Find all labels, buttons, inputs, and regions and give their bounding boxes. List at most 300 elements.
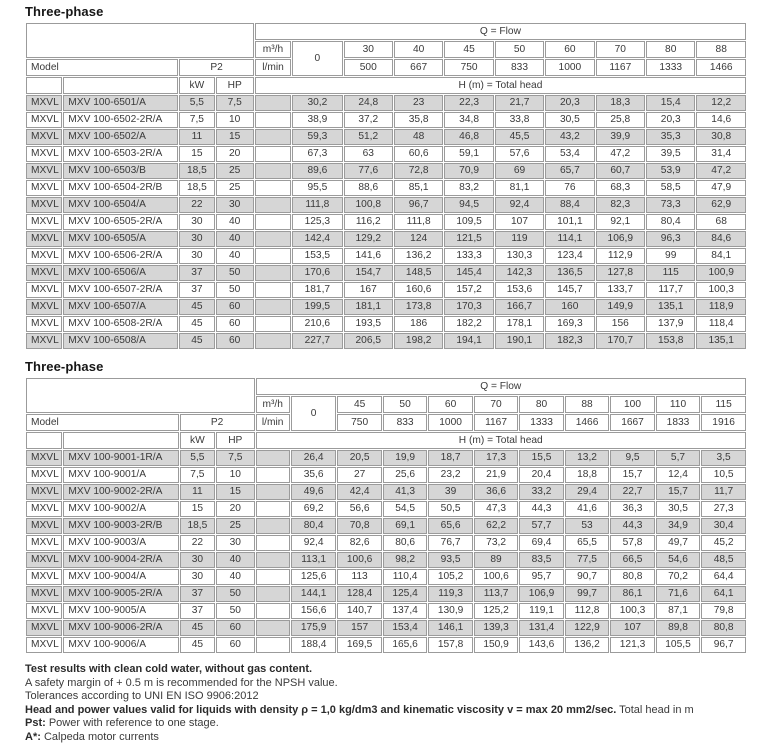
kw-cell: 7,5 — [180, 467, 215, 483]
flow-m3h-header: 88 — [696, 41, 746, 58]
brand-cell: MXVL — [26, 569, 62, 585]
head-value-cell: 135,1 — [696, 333, 746, 349]
model-cell: MXV 100-9002/A — [63, 501, 178, 517]
flow-m3h-header: 115 — [701, 396, 746, 413]
head-value-cell: 39,5 — [646, 146, 695, 162]
kw-cell: 5,5 — [180, 450, 215, 466]
table-row — [26, 333, 746, 349]
model-cell: MXV 100-6507/A — [63, 299, 178, 315]
flow-lmin-header: 1000 — [545, 59, 594, 76]
head-value-cell: 153,6 — [495, 282, 544, 298]
head-value-cell: 160,6 — [394, 282, 443, 298]
head-value-cell: 118,9 — [696, 299, 746, 315]
unit-spacer-cell — [256, 603, 290, 619]
brand-cell: MXVL — [26, 163, 62, 179]
head-value-cell: 58,5 — [646, 180, 695, 196]
head-value-cell: 31,4 — [696, 146, 746, 162]
head-value-cell: 166,7 — [495, 299, 544, 315]
model-cell: MXV 100-6504/A — [63, 197, 178, 213]
flow-lmin-header: 1333 — [646, 59, 695, 76]
head-value-cell: 125,3 — [292, 214, 342, 230]
head-value-cell: 89,8 — [656, 620, 700, 636]
head-value-cell: 3,5 — [701, 450, 746, 466]
head-value-cell: 125,2 — [474, 603, 518, 619]
head-value-cell: 157,2 — [444, 282, 493, 298]
table-row — [26, 620, 746, 636]
flow-zero-header: 0 — [291, 396, 337, 431]
head-value-cell: 80,8 — [701, 620, 746, 636]
table-row — [26, 248, 746, 264]
flow-lmin-header: 833 — [495, 59, 544, 76]
head-value-cell: 96,3 — [646, 231, 695, 247]
head-value-cell: 36,3 — [610, 501, 654, 517]
head-value-cell: 30,2 — [292, 95, 342, 111]
table-row — [26, 197, 746, 213]
head-value-cell: 181,1 — [344, 299, 393, 315]
brand-cell: MXVL — [26, 586, 62, 602]
head-value-cell: 48,5 — [701, 552, 746, 568]
flow-lmin-header: 1466 — [696, 59, 746, 76]
head-value-cell: 113,7 — [474, 586, 518, 602]
q-flow-header: Q = Flow — [255, 23, 746, 40]
head-value-cell: 35,6 — [291, 467, 337, 483]
head-value-cell: 116,2 — [344, 214, 393, 230]
kw-cell: 45 — [179, 299, 214, 315]
brand-cell: MXVL — [26, 248, 62, 264]
head-value-cell: 15,7 — [656, 484, 700, 500]
head-value-cell: 193,5 — [344, 316, 393, 332]
head-value-cell: 59,3 — [292, 129, 342, 145]
brand-cell: MXVL — [26, 299, 62, 315]
unit-spacer-cell — [256, 518, 290, 534]
model-cell: MXV 100-9003-2R/B — [63, 518, 178, 534]
hp-cell: 25 — [216, 180, 254, 196]
brand-cell: MXVL — [26, 282, 62, 298]
model-cell: MXV 100-9006-2R/A — [63, 620, 178, 636]
total-head-header: H (m) = Total head — [255, 77, 746, 94]
head-value-cell: 100,8 — [344, 197, 393, 213]
table-row — [26, 552, 746, 568]
head-value-cell: 99,7 — [565, 586, 609, 602]
head-value-cell: 10,5 — [701, 467, 746, 483]
kw-cell: 45 — [180, 620, 215, 636]
head-value-cell: 21,9 — [474, 467, 518, 483]
head-value-cell: 29,4 — [565, 484, 609, 500]
brand-cell: MXVL — [26, 112, 62, 128]
kw-cell: 45 — [179, 316, 214, 332]
unit-spacer-cell — [255, 95, 291, 111]
hp-cell: 10 — [216, 112, 254, 128]
head-value-cell: 198,2 — [394, 333, 443, 349]
head-value-cell: 47,2 — [596, 146, 645, 162]
head-value-cell: 227,7 — [292, 333, 342, 349]
head-value-cell: 42,4 — [337, 484, 381, 500]
unit-spacer-cell — [255, 316, 291, 332]
p2-header: P2 — [179, 59, 254, 76]
head-value-cell: 125,4 — [383, 586, 427, 602]
head-value-cell: 153,5 — [292, 248, 342, 264]
head-value-cell: 86,1 — [610, 586, 654, 602]
kw-cell: 11 — [179, 129, 214, 145]
header-spacer-cell — [26, 378, 255, 413]
head-value-cell: 30,8 — [696, 129, 746, 145]
head-value-cell: 119,3 — [428, 586, 472, 602]
head-value-cell: 60,6 — [394, 146, 443, 162]
head-value-cell: 18,3 — [596, 95, 645, 111]
kw-cell: 37 — [179, 265, 214, 281]
model-cell: MXV 100-9005/A — [63, 603, 178, 619]
head-value-cell: 125,6 — [291, 569, 337, 585]
head-value-cell: 109,5 — [444, 214, 493, 230]
model-header-spacer — [63, 432, 178, 449]
brand-cell: MXVL — [26, 146, 62, 162]
head-value-cell: 17,3 — [474, 450, 518, 466]
kw-cell: 30 — [179, 248, 214, 264]
model-cell: MXV 100-9001/A — [63, 467, 178, 483]
unit-spacer-cell — [255, 231, 291, 247]
head-value-cell: 101,1 — [545, 214, 594, 230]
head-value-cell: 128,4 — [337, 586, 381, 602]
head-value-cell: 46,8 — [444, 129, 493, 145]
head-value-cell: 57,8 — [610, 535, 654, 551]
head-value-cell: 106,9 — [519, 586, 563, 602]
head-value-cell: 145,4 — [444, 265, 493, 281]
head-value-cell: 68,3 — [596, 180, 645, 196]
head-value-cell: 19,9 — [383, 450, 427, 466]
performance-table — [25, 22, 747, 350]
kw-cell: 5,5 — [179, 95, 214, 111]
head-value-cell: 145,7 — [545, 282, 594, 298]
head-value-cell: 22,3 — [444, 95, 493, 111]
table-row — [26, 231, 746, 247]
head-value-cell: 121,5 — [444, 231, 493, 247]
head-value-cell: 77,6 — [344, 163, 393, 179]
table-row — [26, 146, 746, 162]
brand-cell: MXVL — [26, 467, 62, 483]
head-value-cell: 157,8 — [428, 637, 472, 653]
head-value-cell: 70,8 — [337, 518, 381, 534]
kw-cell: 37 — [180, 603, 215, 619]
table-row — [26, 95, 746, 111]
kw-header: kW — [179, 77, 214, 94]
head-value-cell: 33,8 — [495, 112, 544, 128]
kw-cell: 30 — [179, 231, 214, 247]
flow-m3h-header: 80 — [519, 396, 563, 413]
brand-cell: MXVL — [26, 214, 62, 230]
model-header: Model — [26, 59, 178, 76]
kw-cell: 22 — [180, 535, 215, 551]
head-value-cell: 25,8 — [596, 112, 645, 128]
flow-m3h-header: 70 — [596, 41, 645, 58]
head-value-cell: 127,8 — [596, 265, 645, 281]
flow-m3h-header: 40 — [394, 41, 443, 58]
head-value-cell: 88,4 — [545, 197, 594, 213]
unit-spacer-cell — [255, 299, 291, 315]
head-value-cell: 115 — [646, 265, 695, 281]
head-value-cell: 36,6 — [474, 484, 518, 500]
model-cell: MXV 100-6505/A — [63, 231, 178, 247]
head-value-cell: 80,4 — [646, 214, 695, 230]
table-row — [26, 467, 746, 483]
model-cell: MXV 100-6504-2R/B — [63, 180, 178, 196]
unit-spacer-cell — [255, 333, 291, 349]
unit-spacer-cell — [255, 112, 291, 128]
brand-cell: MXVL — [26, 333, 62, 349]
head-value-cell: 57,6 — [495, 146, 544, 162]
hp-cell: 30 — [216, 197, 254, 213]
head-value-cell: 41,3 — [383, 484, 427, 500]
section-mxv-6500 — [25, 4, 749, 350]
hp-cell: 60 — [216, 333, 254, 349]
hp-cell: 60 — [216, 299, 254, 315]
head-value-cell: 95,7 — [519, 569, 563, 585]
head-value-cell: 188,4 — [291, 637, 337, 653]
head-value-cell: 27,3 — [701, 501, 746, 517]
head-value-cell: 70,2 — [656, 569, 700, 585]
hp-cell: 60 — [216, 316, 254, 332]
head-value-cell: 137,4 — [383, 603, 427, 619]
head-value-cell: 12,4 — [656, 467, 700, 483]
head-value-cell: 81,1 — [495, 180, 544, 196]
head-value-cell: 206,5 — [344, 333, 393, 349]
hp-cell: 40 — [216, 248, 254, 264]
hp-cell: 50 — [216, 603, 254, 619]
model-header-spacer — [63, 77, 178, 94]
head-value-cell: 37,2 — [344, 112, 393, 128]
brand-cell: MXVL — [26, 316, 62, 332]
table-row — [26, 535, 746, 551]
head-value-cell: 165,6 — [383, 637, 427, 653]
head-value-cell: 30,5 — [545, 112, 594, 128]
footnote-text: Tolerances according to UNI EN ISO 9906:2012 — [25, 690, 259, 703]
table-row — [26, 129, 746, 145]
hp-cell: 20 — [216, 146, 254, 162]
head-value-cell: 45,5 — [495, 129, 544, 145]
head-value-cell: 89 — [474, 552, 518, 568]
flow-lmin-header: 833 — [383, 414, 427, 431]
unit-spacer-cell — [256, 467, 290, 483]
hp-cell: 40 — [216, 569, 254, 585]
kw-cell: 30 — [179, 214, 214, 230]
head-value-cell: 11,7 — [701, 484, 746, 500]
head-value-cell: 186 — [394, 316, 443, 332]
head-value-cell: 169,5 — [337, 637, 381, 653]
head-value-cell: 182,2 — [444, 316, 493, 332]
head-value-cell: 92,4 — [495, 197, 544, 213]
head-value-cell: 130,9 — [428, 603, 472, 619]
head-value-cell: 133,3 — [444, 248, 493, 264]
footnote-line — [25, 717, 749, 731]
head-value-cell: 121,3 — [610, 637, 654, 653]
head-value-cell: 62,9 — [696, 197, 746, 213]
head-value-cell: 20,4 — [519, 467, 563, 483]
footnote-line — [25, 690, 749, 704]
head-value-cell: 57,7 — [519, 518, 563, 534]
head-value-cell: 95,5 — [292, 180, 342, 196]
head-value-cell: 210,6 — [292, 316, 342, 332]
head-value-cell: 84,1 — [696, 248, 746, 264]
hp-cell: 25 — [216, 518, 254, 534]
head-value-cell: 117,7 — [646, 282, 695, 298]
head-value-cell: 156,6 — [291, 603, 337, 619]
flow-lmin-header: 1833 — [656, 414, 700, 431]
head-value-cell: 64,1 — [701, 586, 746, 602]
head-value-cell: 148,5 — [394, 265, 443, 281]
unit-lmin-label: l/min — [256, 414, 290, 431]
head-value-cell: 41,6 — [565, 501, 609, 517]
unit-spacer-cell — [255, 197, 291, 213]
head-value-cell: 64,4 — [701, 569, 746, 585]
hp-cell: 25 — [216, 163, 254, 179]
head-value-cell: 170,6 — [292, 265, 342, 281]
head-value-cell: 69,2 — [291, 501, 337, 517]
hp-cell: 15 — [216, 484, 254, 500]
table-row — [26, 586, 746, 602]
model-cell: MXV 100-6505-2R/A — [63, 214, 178, 230]
head-value-cell: 100,6 — [474, 569, 518, 585]
head-value-cell: 69,4 — [519, 535, 563, 551]
model-cell: MXV 100-9001-1R/A — [63, 450, 178, 466]
head-value-cell: 50,5 — [428, 501, 472, 517]
brand-cell: MXVL — [26, 620, 62, 636]
head-value-cell: 110,4 — [383, 569, 427, 585]
head-value-cell: 34,8 — [444, 112, 493, 128]
head-value-cell: 9,5 — [610, 450, 654, 466]
flow-m3h-header: 110 — [656, 396, 700, 413]
unit-m3h-label: m³/h — [255, 41, 291, 58]
flow-m3h-header: 50 — [383, 396, 427, 413]
head-value-cell: 76,7 — [428, 535, 472, 551]
head-value-cell: 129,2 — [344, 231, 393, 247]
kw-cell: 18,5 — [179, 180, 214, 196]
model-cell: MXV 100-6501/A — [63, 95, 178, 111]
head-value-cell: 54,6 — [656, 552, 700, 568]
header-spacer-cell — [26, 23, 254, 58]
model-cell: MXV 100-6503/B — [63, 163, 178, 179]
footnote-text: Head and power values valid for liquids with density ρ = 1,0 kg/dm3 and kinematic viscosity v = max 20 mm2/sec. — [25, 703, 617, 716]
head-value-cell: 70,9 — [444, 163, 493, 179]
hp-cell: 7,5 — [216, 450, 254, 466]
head-value-cell: 142,3 — [495, 265, 544, 281]
kw-cell: 30 — [180, 569, 215, 585]
head-value-cell: 13,2 — [565, 450, 609, 466]
flow-m3h-header: 60 — [545, 41, 594, 58]
kw-cell: 37 — [179, 282, 214, 298]
head-value-cell: 22,7 — [610, 484, 654, 500]
kw-cell: 45 — [179, 333, 214, 349]
footnote-line — [25, 663, 749, 677]
unit-spacer-cell — [255, 129, 291, 145]
model-cell: MXV 100-9006/A — [63, 637, 178, 653]
model-cell: MXV 100-6508/A — [63, 333, 178, 349]
flow-m3h-header: 30 — [344, 41, 393, 58]
unit-spacer-cell — [256, 450, 290, 466]
kw-cell: 15 — [179, 146, 214, 162]
head-value-cell: 83,5 — [519, 552, 563, 568]
head-value-cell: 139,3 — [474, 620, 518, 636]
head-value-cell: 140,7 — [337, 603, 381, 619]
head-value-cell: 154,7 — [344, 265, 393, 281]
footnote-line — [25, 704, 749, 718]
head-value-cell: 143,6 — [519, 637, 563, 653]
head-value-cell: 92,1 — [596, 214, 645, 230]
model-cell: MXV 100-6503-2R/A — [63, 146, 178, 162]
head-value-cell: 35,3 — [646, 129, 695, 145]
table-row — [26, 637, 746, 653]
head-value-cell: 149,9 — [596, 299, 645, 315]
table-row — [26, 603, 746, 619]
unit-spacer-cell — [255, 248, 291, 264]
footnote-text: A*: — [25, 730, 41, 743]
head-value-cell: 114,1 — [545, 231, 594, 247]
head-value-cell: 45,2 — [701, 535, 746, 551]
head-value-cell: 30,4 — [701, 518, 746, 534]
table-row — [26, 299, 746, 315]
head-value-cell: 87,1 — [656, 603, 700, 619]
head-value-cell: 65,7 — [545, 163, 594, 179]
flow-lmin-header: 1667 — [610, 414, 654, 431]
kw-cell: 7,5 — [179, 112, 214, 128]
head-value-cell: 136,2 — [565, 637, 609, 653]
hp-cell: 50 — [216, 282, 254, 298]
head-value-cell: 141,6 — [344, 248, 393, 264]
head-value-cell: 33,2 — [519, 484, 563, 500]
hp-cell: 60 — [216, 620, 254, 636]
brand-cell: MXVL — [26, 501, 62, 517]
kw-cell: 22 — [179, 197, 214, 213]
head-value-cell: 80,8 — [610, 569, 654, 585]
head-value-cell: 83,2 — [444, 180, 493, 196]
hp-header: HP — [216, 432, 254, 449]
head-value-cell: 47,9 — [696, 180, 746, 196]
head-value-cell: 96,7 — [394, 197, 443, 213]
head-value-cell: 5,7 — [656, 450, 700, 466]
unit-spacer-cell — [256, 620, 290, 636]
flow-lmin-header: 1916 — [701, 414, 746, 431]
head-value-cell: 47,3 — [474, 501, 518, 517]
head-value-cell: 182,3 — [545, 333, 594, 349]
hp-cell: 50 — [216, 586, 254, 602]
head-value-cell: 111,8 — [292, 197, 342, 213]
head-value-cell: 53,9 — [646, 163, 695, 179]
head-value-cell: 39,9 — [596, 129, 645, 145]
head-value-cell: 89,6 — [292, 163, 342, 179]
flow-m3h-header: 50 — [495, 41, 544, 58]
head-value-cell: 118,4 — [696, 316, 746, 332]
head-value-cell: 44,3 — [519, 501, 563, 517]
head-value-cell: 142,4 — [292, 231, 342, 247]
hp-cell: 30 — [216, 535, 254, 551]
flow-m3h-header: 45 — [444, 41, 493, 58]
hp-cell: 40 — [216, 231, 254, 247]
head-value-cell: 73,3 — [646, 197, 695, 213]
brand-header-spacer — [26, 432, 62, 449]
head-value-cell: 136,2 — [394, 248, 443, 264]
head-value-cell: 23,2 — [428, 467, 472, 483]
head-value-cell: 49,6 — [291, 484, 337, 500]
section-title: Three-phase — [25, 4, 104, 19]
flow-m3h-header: 60 — [428, 396, 472, 413]
head-value-cell: 20,3 — [545, 95, 594, 111]
head-value-cell: 24,8 — [344, 95, 393, 111]
flow-lmin-header: 1466 — [565, 414, 609, 431]
hp-cell: 20 — [216, 501, 254, 517]
head-value-cell: 100,3 — [696, 282, 746, 298]
kw-cell: 45 — [180, 637, 215, 653]
kw-cell: 18,5 — [180, 518, 215, 534]
head-value-cell: 54,5 — [383, 501, 427, 517]
table-row — [26, 214, 746, 230]
